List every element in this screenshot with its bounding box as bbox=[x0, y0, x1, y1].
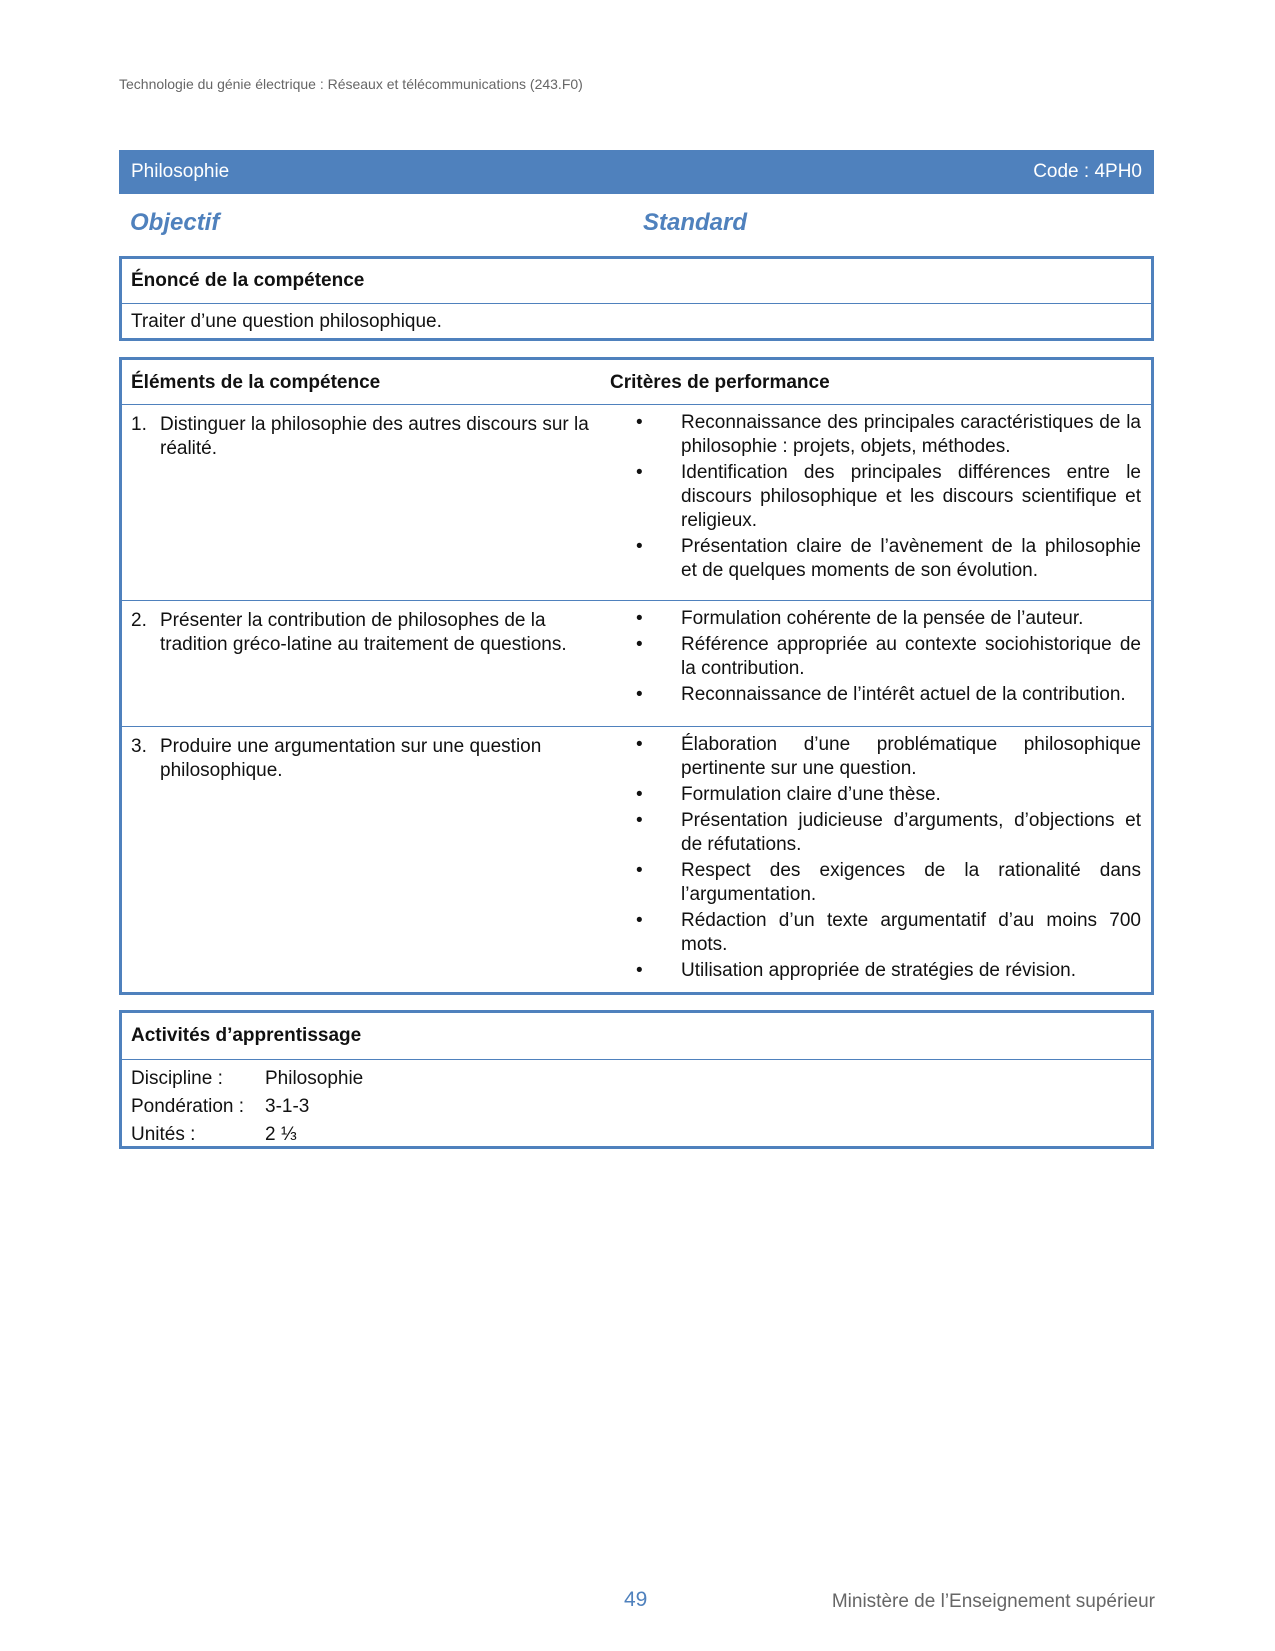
criterion-text: Élaboration d’une problématique philosophique pertinente sur une question. bbox=[681, 734, 1141, 779]
discipline-value: Philosophie bbox=[265, 1068, 364, 1089]
criterion-text: Reconnaissance de l’intérêt actuel de la contribution. bbox=[681, 684, 1126, 705]
list-item bbox=[636, 607, 1141, 631]
criterion-text: Référence appropriée au contexte sociohistorique de la contribution. bbox=[681, 634, 1141, 679]
unites-value: 2 ⅓ bbox=[265, 1124, 297, 1145]
list-item bbox=[636, 959, 1141, 983]
unites-line bbox=[122, 1120, 1151, 1148]
bullet-icon: • bbox=[636, 734, 643, 755]
list-item bbox=[636, 683, 1141, 707]
list-item bbox=[636, 809, 1141, 857]
ministry-footer: Ministère de l’Enseignement supérieur bbox=[831, 1591, 1155, 1612]
page-number: 49 bbox=[624, 1588, 648, 1611]
bullet-icon: • bbox=[636, 412, 643, 433]
elements-table bbox=[119, 357, 1154, 995]
activites-box bbox=[119, 1010, 1154, 1149]
bullet-icon: • bbox=[636, 960, 643, 981]
bullet-icon: • bbox=[636, 784, 643, 805]
list-item bbox=[636, 461, 1141, 533]
criterion-text: Présentation claire de l’avènement de la philosophie et de quelques moments de son évolution. bbox=[681, 536, 1141, 581]
ponderation-label: Pondération : bbox=[131, 1096, 245, 1117]
bullet-icon: • bbox=[636, 860, 643, 881]
criterion-text: Utilisation appropriée de stratégies de révision. bbox=[681, 960, 1076, 981]
criterion-text: Formulation cohérente de la pensée de l’auteur. bbox=[681, 608, 1084, 629]
bullet-icon: • bbox=[636, 634, 643, 655]
element-text bbox=[131, 413, 601, 461]
element-description: Distinguer la philosophie des autres discours sur la réalité. bbox=[160, 414, 589, 459]
criterion-text: Formulation claire d’une thèse. bbox=[681, 784, 941, 805]
criterion-text: Respect des exigences de la rationalité dans l’argumentation. bbox=[681, 860, 1141, 905]
unites-label: Unités : bbox=[131, 1124, 196, 1145]
element-number: 1. bbox=[131, 414, 147, 435]
course-name: Philosophie bbox=[131, 161, 230, 182]
criterion-text: Identification des principales différences entre le discours philosophique et les discours scientifique et religieux. bbox=[681, 462, 1141, 531]
element-text bbox=[131, 609, 601, 657]
enonce-text: Traiter d’une question philosophique. bbox=[131, 310, 442, 332]
list-item bbox=[636, 633, 1141, 681]
element-description: Produire une argumentation sur une question philosophique. bbox=[160, 736, 542, 781]
running-header: Technologie du génie électrique : Réseaux et télécommunications (243.F0) bbox=[119, 76, 583, 92]
ponderation-line bbox=[122, 1092, 1151, 1120]
col-elements-header: Éléments de la compétence bbox=[131, 372, 381, 393]
element-number: 2. bbox=[131, 610, 147, 631]
criterion-text: Rédaction d’un texte argumentatif d’au moins 700 mots. bbox=[681, 910, 1141, 955]
col-criteria-header: Critères de performance bbox=[610, 372, 830, 393]
list-item bbox=[636, 909, 1141, 957]
enonce-box bbox=[119, 256, 1154, 341]
subheads bbox=[130, 209, 750, 239]
table-row bbox=[122, 600, 1151, 726]
element-number: 3. bbox=[131, 736, 147, 757]
bullet-icon: • bbox=[636, 910, 643, 931]
ponderation-value: 3-1-3 bbox=[265, 1096, 310, 1117]
bullet-icon: • bbox=[636, 608, 643, 629]
bullet-icon: • bbox=[636, 810, 643, 831]
list-item bbox=[636, 411, 1141, 459]
discipline-label: Discipline : bbox=[131, 1068, 223, 1089]
element-text bbox=[131, 735, 601, 783]
element-description: Présenter la contribution de philosophes de la tradition gréco-latine au traitement de questions. bbox=[160, 610, 567, 655]
criterion-text: Présentation judicieuse d’arguments, d’objections et de réfutations. bbox=[681, 810, 1141, 855]
criteria-list bbox=[636, 411, 1141, 585]
list-item bbox=[636, 733, 1141, 781]
list-item bbox=[636, 783, 1141, 807]
standard-label: Standard bbox=[643, 209, 748, 236]
list-item bbox=[636, 859, 1141, 907]
list-item bbox=[636, 535, 1141, 583]
criteria-list bbox=[636, 607, 1141, 709]
course-title-bar bbox=[119, 150, 1154, 194]
bullet-icon: • bbox=[636, 536, 643, 557]
bullet-icon: • bbox=[636, 462, 643, 483]
table-row bbox=[122, 726, 1151, 988]
bullet-icon: • bbox=[636, 684, 643, 705]
table-row bbox=[122, 404, 1151, 600]
activites-heading: Activités d’apprentissage bbox=[131, 1025, 362, 1046]
discipline-line bbox=[122, 1064, 1151, 1092]
objectif-label: Objectif bbox=[130, 209, 220, 236]
enonce-heading: Énoncé de la compétence bbox=[131, 270, 365, 291]
criterion-text: Reconnaissance des principales caractéristiques de la philosophie : projets, objets, méthodes. bbox=[681, 412, 1141, 457]
course-code: Code : 4PH0 bbox=[1033, 161, 1142, 182]
table-header bbox=[122, 360, 1151, 404]
criteria-list bbox=[636, 733, 1141, 985]
